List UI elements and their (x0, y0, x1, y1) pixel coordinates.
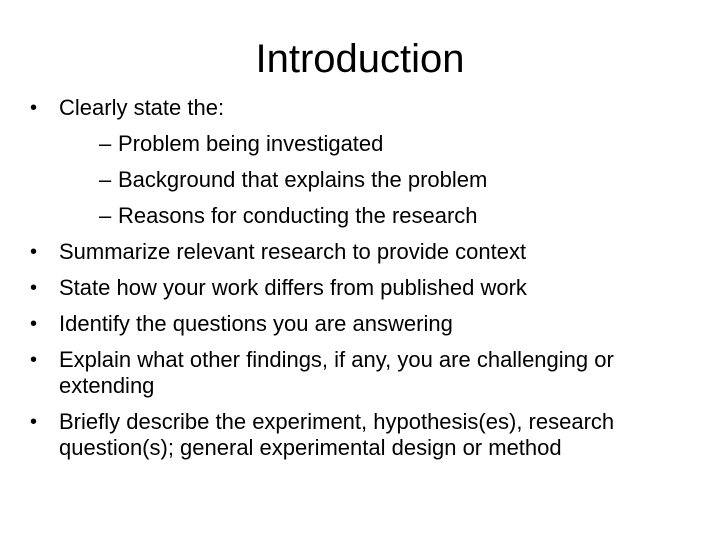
bullet-item (30, 234, 700, 270)
bullet-text: Clearly state the: (59, 95, 225, 120)
bullet-dot-icon: • (30, 277, 38, 299)
sub-bullet-list (59, 126, 700, 234)
bullet-dot-icon: • (30, 97, 38, 119)
dash-icon: – (99, 131, 112, 156)
sub-bullet-text: Reasons for conducting the research (118, 203, 478, 228)
bullet-text: Briefly describe the experiment, hypothesis(es), research question(s); general experimental design or method (59, 409, 615, 460)
bullet-item (30, 306, 700, 342)
bullet-item (30, 404, 700, 466)
bullet-item (30, 342, 700, 404)
bullet-text: Identify the questions you are answering (59, 311, 453, 336)
sub-bullet-text: Problem being investigated (118, 131, 384, 156)
dash-icon: – (99, 167, 112, 192)
bullet-text: State how your work differs from published work (59, 275, 527, 300)
bullet-list (30, 90, 700, 466)
bullet-text: Summarize relevant research to provide context (59, 239, 527, 264)
bullet-item (30, 270, 700, 306)
bullet-dot-icon: • (30, 349, 38, 371)
bullet-dot-icon: • (30, 313, 38, 335)
sub-bullet-item (59, 126, 700, 162)
sub-bullet-item (59, 198, 700, 234)
sub-bullet-text: Background that explains the problem (118, 167, 488, 192)
bullet-dot-icon: • (30, 411, 38, 433)
bullet-text: Explain what other findings, if any, you are challenging or extending (59, 347, 614, 398)
sub-bullet-item (59, 162, 700, 198)
bullet-dot-icon: • (30, 241, 38, 263)
slide-title: Introduction (255, 37, 465, 81)
dash-icon: – (99, 203, 112, 228)
bullet-item (30, 90, 700, 234)
